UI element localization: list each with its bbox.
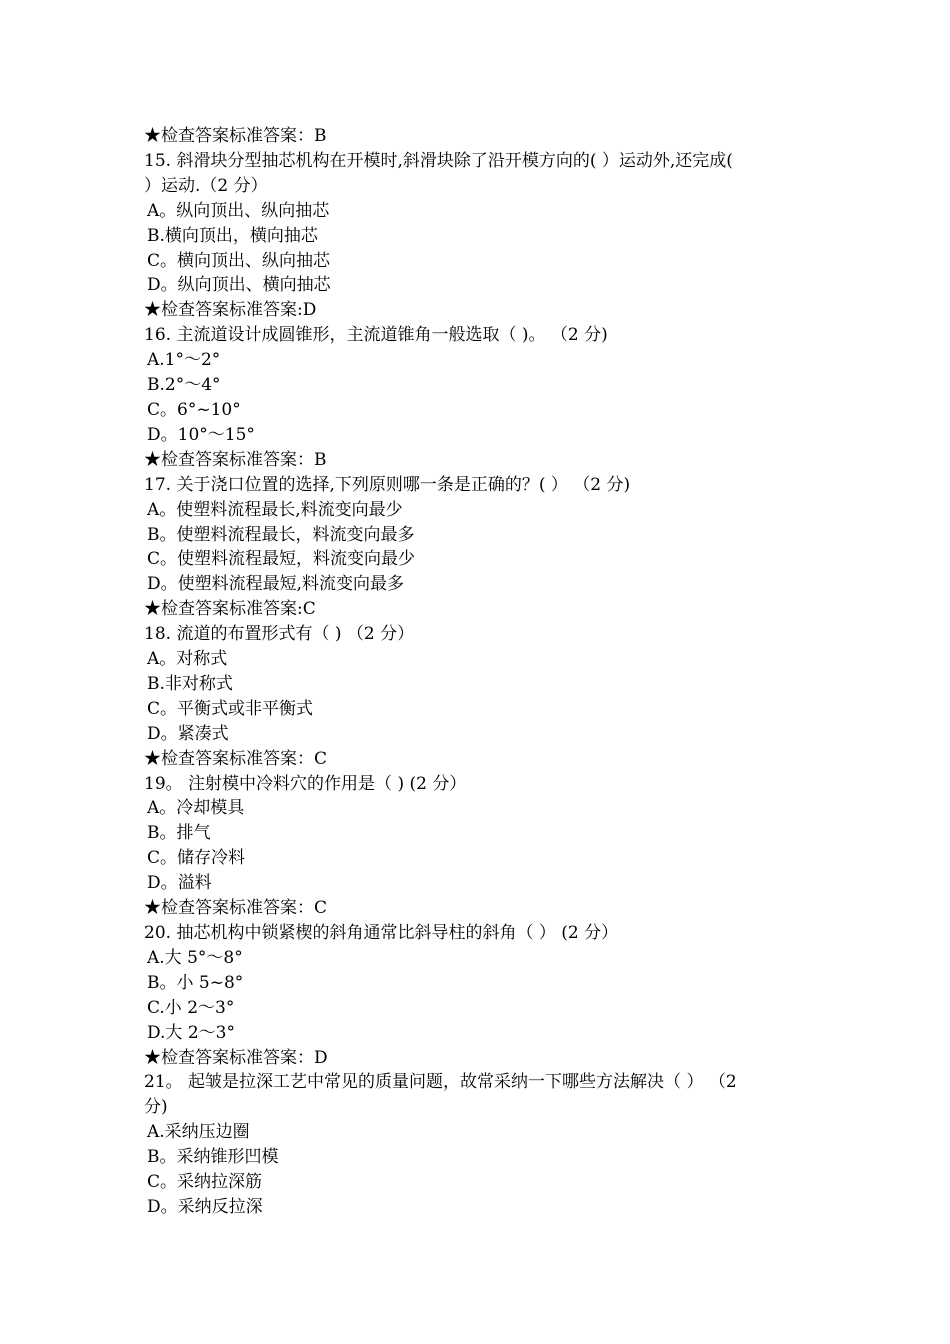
option-line: D。溢料: [147, 873, 212, 894]
question-line: 17. 关于浇口位置的选择,下列原则哪一条是正确的？( ） （2 分): [144, 474, 631, 495]
option-line: D.大 2～3°: [147, 1022, 235, 1043]
option-line: B。采纳锥形凹模: [147, 1147, 279, 1168]
option-line: D。紧凑式: [147, 723, 229, 744]
answer-line: ★检查答案标准答案：D: [144, 1047, 328, 1068]
option-line: C.小 2～3°: [147, 997, 235, 1018]
question-line: ）运动.（2 分）: [144, 175, 268, 196]
option-line: A。对称式: [147, 649, 228, 670]
option-line: D。使塑料流程最短,料流变向最多: [147, 574, 405, 595]
answer-line: ★检查答案标准答案：C: [144, 898, 328, 919]
option-line: B.2°～4°: [147, 375, 221, 396]
answer-line: ★检查答案标准答案：B: [144, 449, 327, 470]
question-line: 15. 斜滑块分型抽芯机构在开模时,斜滑块除了沿开模方向的( ）运动外,还完成(: [144, 150, 733, 171]
question-line: 21。 起皱是拉深工艺中常见的质量问题，故常采纳一下哪些方法解决（ ） （2: [144, 1072, 737, 1093]
answer-line: ★检查答案标准答案：B: [144, 126, 327, 146]
option-line: C。使塑料流程最短，料流变向最少: [147, 549, 416, 570]
option-line: C。6°~10°: [147, 399, 241, 420]
answer-line: ★检查答案标准答案：C: [144, 748, 328, 769]
option-line: C。横向顶出、纵向抽芯: [147, 250, 331, 271]
question-line: 20. 抽芯机构中锁紧楔的斜角通常比斜导柱的斜角（ ） (2 分）: [144, 923, 619, 943]
question-line: 16. 主流道设计成圆锥形，主流道锥角一般选取（ )。 （2 分): [144, 325, 608, 346]
option-line: A。纵向顶出、纵向抽芯: [147, 200, 330, 221]
answer-line: ★检查答案标准答案:C: [144, 599, 316, 620]
option-line: B.非对称式: [147, 673, 233, 694]
answer-line: ★检查答案标准答案:D: [144, 300, 317, 321]
option-line: A.1°～2°: [147, 350, 221, 371]
option-line: B.横向顶出，横向抽芯: [147, 225, 318, 246]
option-line: B。使塑料流程最长，料流变向最多: [147, 524, 415, 545]
option-line: C。采纳拉深筋: [147, 1172, 263, 1193]
question-line: 分): [144, 1097, 168, 1118]
option-line: B。小 5~8°: [147, 972, 244, 993]
question-line: 18. 流道的布置形式有（ ) （2 分）: [144, 624, 415, 645]
option-line: A.采纳压边圈: [147, 1122, 250, 1143]
option-line: A。使塑料流程最长,料流变向最少: [147, 499, 403, 520]
option-line: A.大 5°～8°: [147, 947, 243, 968]
option-line: D。纵向顶出、横向抽芯: [147, 275, 331, 296]
option-line: D。采纳反拉深: [147, 1196, 263, 1217]
option-line: A。冷却模具: [147, 798, 245, 819]
option-line: D。10°～15°: [147, 424, 255, 445]
document-page: [144, 124, 814, 1220]
option-line: C。储存冷料: [147, 848, 246, 869]
question-line: 19。 注射模中冷料穴的作用是（ ) (2 分）: [144, 773, 467, 794]
option-line: B。排气: [147, 823, 211, 844]
option-line: C。平衡式或非平衡式: [147, 698, 314, 719]
